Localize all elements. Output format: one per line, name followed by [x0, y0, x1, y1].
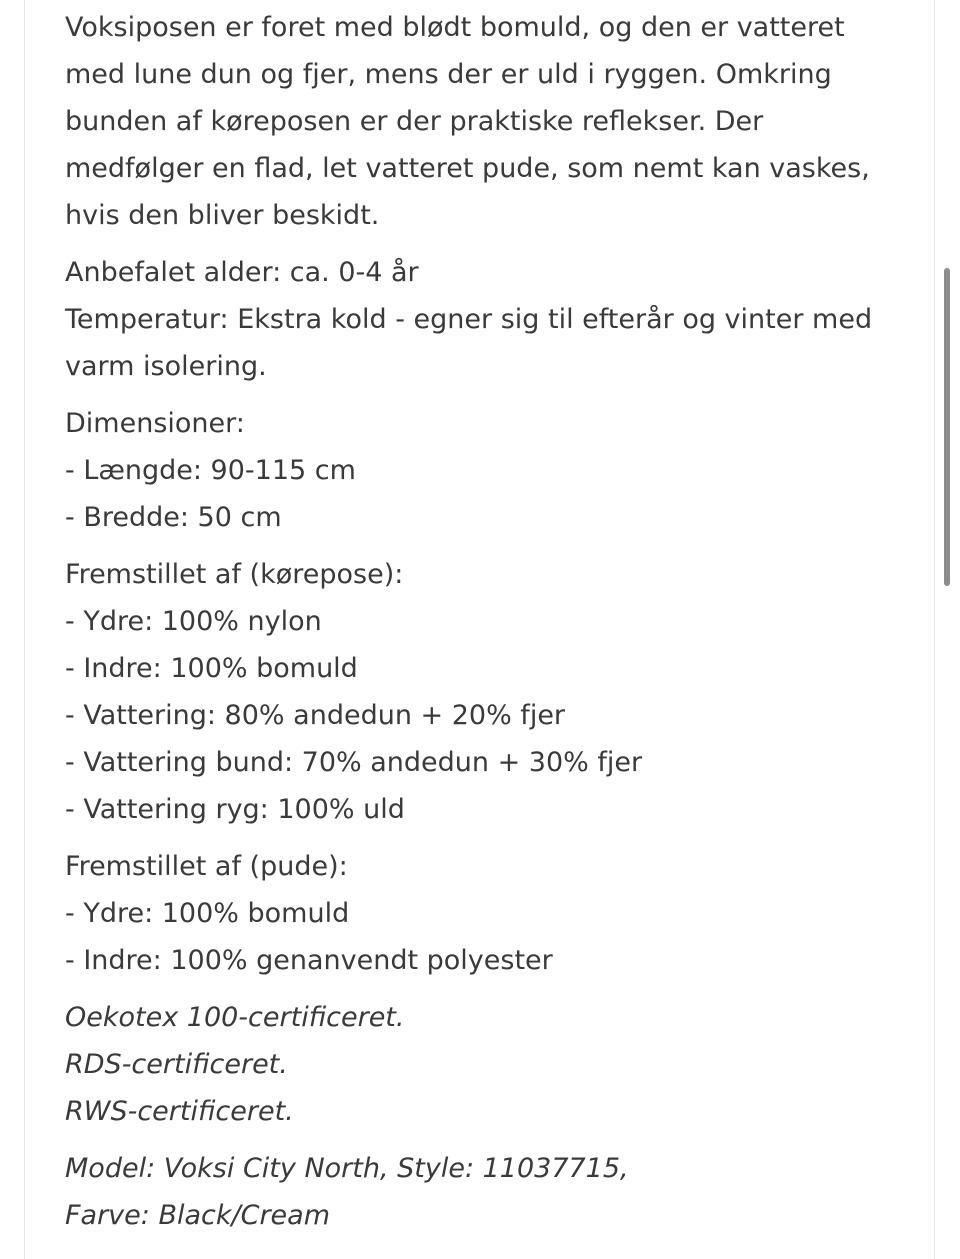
dimensions-heading: Dimensioner: [65, 408, 245, 439]
dimension-item: - Bredde: 50 cm [65, 502, 282, 533]
recommended-age: Anbefalet alder: ca. 0-4 år [65, 257, 419, 288]
certification-item: RDS-certificeret. [65, 1049, 288, 1080]
material-item: - Indre: 100% genanvendt polyester [65, 945, 553, 976]
materials-pillow-heading: Fremstillet af (pude): [65, 851, 348, 882]
dimensions-section [65, 400, 915, 541]
material-item: - Ydre: 100% bomuld [65, 898, 350, 929]
specs-paragraph [65, 249, 915, 390]
dimension-item: - Længde: 90-115 cm [65, 455, 356, 486]
description-line: medfølger en flad, let vatteret pude, som nemt kan vaskes, [65, 153, 870, 184]
material-item: - Vattering bund: 70% andedun + 30% fjer [65, 747, 643, 778]
material-item: - Vattering ryg: 100% uld [65, 794, 405, 825]
content-border-right [934, 0, 935, 1259]
content-border-left [24, 0, 25, 1259]
model-line: Model: Voksi City North, Style: 11037715, [65, 1153, 629, 1184]
description-line: hvis den bliver beskidt. [65, 200, 380, 231]
material-item: - Ydre: 100% nylon [65, 606, 322, 637]
description-line: med lune dun og fjer, mens der er uld i ryggen. Omkring [65, 59, 832, 90]
description-line: bunden af køreposen er der praktiske reflekser. Der [65, 106, 764, 137]
model-section [65, 1145, 915, 1239]
materials-bag-section [65, 551, 915, 833]
certification-item: RWS-certificeret. [65, 1096, 294, 1127]
material-item: - Indre: 100% bomuld [65, 653, 358, 684]
product-description [65, 4, 915, 1249]
description-line: Voksiposen er foret med blødt bomuld, og den er vatteret [65, 12, 845, 43]
scrollbar-thumb[interactable] [944, 268, 950, 586]
materials-bag-heading: Fremstillet af (kørepose): [65, 559, 404, 590]
materials-pillow-section [65, 843, 915, 984]
color-line: Farve: Black/Cream [65, 1200, 331, 1231]
temperature-line: Temperatur: Ekstra kold - egner sig til efterår og vinter med [65, 304, 873, 335]
certifications-section [65, 994, 915, 1135]
material-item: - Vattering: 80% andedun + 20% fjer [65, 700, 566, 731]
certification-item: Oekotex 100-certificeret. [65, 1002, 405, 1033]
temperature-line: varm isolering. [65, 351, 267, 382]
description-paragraph [65, 4, 915, 239]
